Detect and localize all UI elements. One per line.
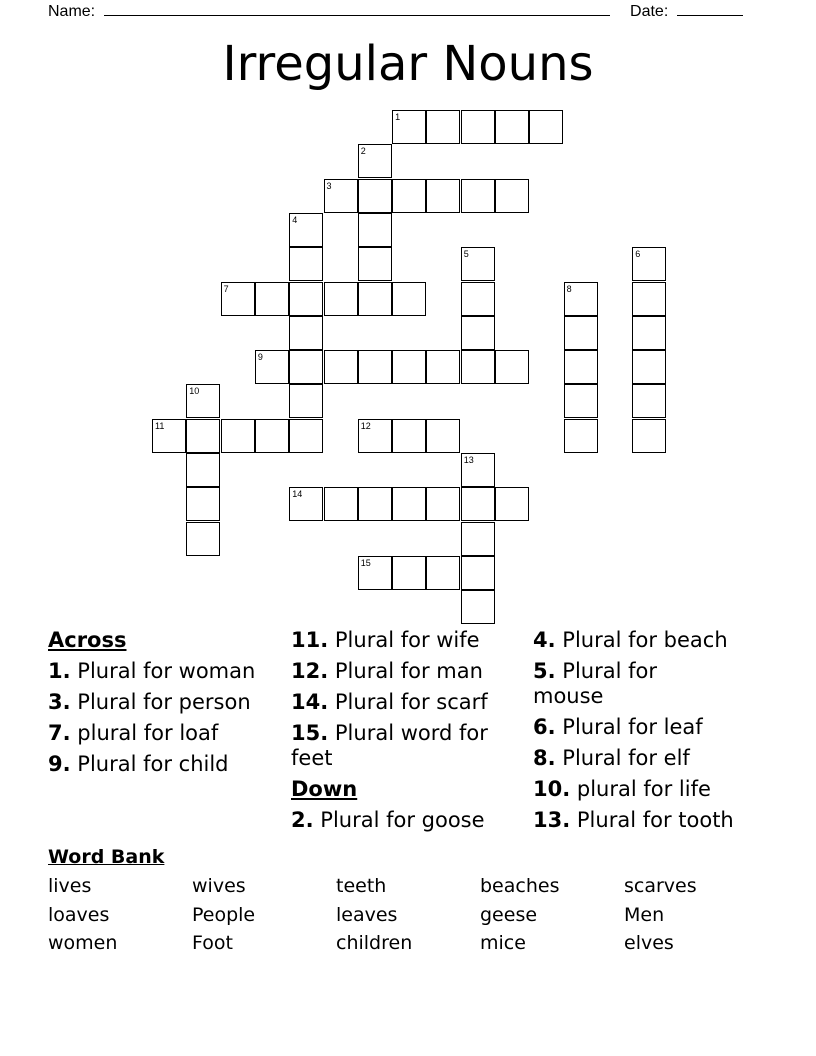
crossword-cell[interactable]	[289, 247, 323, 281]
crossword-cell[interactable]	[392, 110, 426, 144]
word-bank-word: leaves	[336, 903, 398, 926]
crossword-cell[interactable]	[461, 110, 495, 144]
word-bank-word: teeth	[336, 875, 387, 897]
clue-across-15: 15. Plural word for feet	[291, 721, 488, 770]
clue-number: 10	[189, 386, 200, 397]
crossword-cell[interactable]	[392, 556, 426, 590]
word-bank-word: women	[48, 932, 118, 954]
crossword-cell[interactable]	[632, 282, 666, 316]
clue-across-9: 9. Plural for child	[48, 752, 229, 776]
crossword-cell[interactable]	[632, 316, 666, 350]
word-bank-word: mice	[480, 932, 526, 954]
crossword-cell[interactable]	[392, 487, 426, 521]
clue-across-3: 3. Plural for person	[48, 690, 251, 714]
crossword-cell[interactable]	[358, 556, 392, 590]
date-label: Date:	[630, 3, 669, 20]
crossword-cell[interactable]	[632, 419, 666, 453]
word-bank-word: lives	[48, 875, 92, 897]
word-bank-row	[48, 929, 768, 958]
clues-column-1	[48, 628, 278, 783]
clue-across-11: 11. Plural for wife	[291, 628, 480, 652]
crossword-cell[interactable]	[461, 282, 495, 316]
crossword-cell[interactable]	[186, 384, 220, 418]
crossword-cell[interactable]	[495, 179, 529, 213]
crossword-cell[interactable]	[358, 350, 392, 384]
word-bank-word: People	[192, 903, 256, 926]
clue-number: 8	[566, 283, 572, 294]
crossword-cell[interactable]	[426, 556, 460, 590]
word-bank-row	[48, 872, 768, 901]
clue-number: 14	[292, 489, 303, 500]
clue-across-1: 1. Plural for woman	[48, 659, 256, 683]
word-bank-word: Men	[624, 903, 665, 926]
crossword-cell[interactable]	[461, 316, 495, 350]
crossword-cell[interactable]	[495, 350, 529, 384]
clue-down-8: 8. Plural for elf	[533, 746, 690, 770]
word-bank-word: wives	[192, 875, 246, 897]
crossword-cell[interactable]	[358, 144, 392, 178]
crossword-cell[interactable]	[461, 179, 495, 213]
crossword-cell[interactable]	[186, 522, 220, 556]
crossword-cell[interactable]	[255, 350, 289, 384]
crossword-cell[interactable]	[426, 110, 460, 144]
crossword-cell[interactable]	[255, 419, 289, 453]
clues-column-3	[533, 628, 773, 839]
crossword-cell[interactable]	[632, 384, 666, 418]
word-bank-word: loaves	[48, 903, 110, 926]
crossword-cell[interactable]	[461, 487, 495, 521]
crossword-cell[interactable]	[461, 453, 495, 487]
crossword-cell[interactable]	[495, 487, 529, 521]
crossword-cell[interactable]	[324, 179, 358, 213]
clue-number: 4	[292, 214, 298, 225]
clue-across-14: 14. Plural for scarf	[291, 690, 488, 714]
crossword-cell[interactable]	[392, 350, 426, 384]
crossword-cell[interactable]	[289, 350, 323, 384]
crossword-cell[interactable]	[289, 316, 323, 350]
crossword-cell[interactable]	[324, 487, 358, 521]
word-bank-row	[48, 901, 768, 930]
clue-down-6: 6. Plural for leaf	[533, 715, 703, 739]
crossword-cell[interactable]	[152, 419, 186, 453]
crossword-cell[interactable]	[392, 179, 426, 213]
crossword-cell[interactable]	[461, 590, 495, 624]
clue-down-4: 4. Plural for beach	[533, 628, 728, 652]
crossword-cell[interactable]	[632, 350, 666, 384]
clue-number: 11	[155, 420, 165, 431]
crossword-cell[interactable]	[461, 350, 495, 384]
crossword-cell[interactable]	[564, 282, 598, 316]
crossword-cell[interactable]	[426, 487, 460, 521]
clue-across-12: 12. Plural for man	[291, 659, 483, 683]
clue-number: 1	[395, 112, 401, 122]
down-heading: Down	[291, 777, 358, 801]
crossword-cell[interactable]	[186, 419, 220, 453]
crossword-cell[interactable]	[564, 419, 598, 453]
clue-down-13: 13. Plural for tooth	[533, 808, 734, 832]
crossword-cell[interactable]	[426, 350, 460, 384]
clue-number: 2	[360, 146, 366, 157]
clue-number: 9	[257, 352, 263, 363]
crossword-cell[interactable]	[461, 247, 495, 281]
crossword-cell[interactable]	[289, 419, 323, 453]
clue-number: 13	[463, 455, 474, 465]
crossword-cell[interactable]	[564, 384, 598, 418]
crossword-cell[interactable]	[461, 556, 495, 590]
crossword-cell[interactable]	[564, 350, 598, 384]
word-bank-word: children	[336, 932, 413, 954]
word-bank	[48, 872, 768, 958]
clue-number: 5	[463, 249, 469, 260]
crossword-cell[interactable]	[289, 282, 323, 316]
crossword-cell[interactable]	[392, 419, 426, 453]
clue-number: 12	[360, 420, 371, 431]
clue-down-2: 2. Plural for goose	[291, 808, 485, 832]
clues-column-2	[291, 628, 521, 839]
word-bank-word: beaches	[480, 875, 560, 897]
crossword-cell[interactable]	[186, 487, 220, 521]
clue-down-10: 10. plural for life	[533, 777, 711, 801]
crossword-cell[interactable]	[632, 247, 666, 281]
crossword-cell[interactable]	[289, 384, 323, 418]
crossword-cell[interactable]	[221, 419, 255, 453]
crossword-cell[interactable]	[358, 247, 392, 281]
crossword-cell[interactable]	[358, 487, 392, 521]
clue-across-7: 7. plural for loaf	[48, 721, 219, 745]
crossword-cell[interactable]	[289, 487, 323, 521]
crossword-cell[interactable]	[221, 282, 255, 316]
word-bank-word: geese	[480, 903, 538, 926]
crossword-cell[interactable]	[186, 453, 220, 487]
clue-number: 7	[223, 283, 229, 294]
crossword-cell[interactable]	[529, 110, 563, 144]
crossword-cell[interactable]	[461, 522, 495, 556]
crossword-cell[interactable]	[324, 282, 358, 316]
crossword-cell[interactable]	[358, 419, 392, 453]
word-bank-word: scarves	[624, 875, 697, 897]
clue-number: 3	[326, 180, 332, 191]
crossword-cell[interactable]	[495, 110, 529, 144]
crossword-cell[interactable]	[358, 282, 392, 316]
crossword-cell[interactable]	[358, 179, 392, 213]
word-bank-title: Word Bank	[48, 846, 165, 868]
name-label: Name:	[48, 3, 96, 20]
word-bank-word: Foot	[192, 932, 233, 954]
crossword-cell[interactable]	[324, 350, 358, 384]
page-title: Irregular Nouns	[222, 36, 594, 92]
crossword-cell[interactable]	[255, 282, 289, 316]
clue-down-5: 5. Plural for mouse	[533, 659, 657, 708]
word-bank-word: elves	[624, 932, 674, 954]
crossword-cell[interactable]	[392, 282, 426, 316]
crossword-cell[interactable]	[564, 316, 598, 350]
crossword-cell[interactable]	[426, 179, 460, 213]
clue-number: 6	[635, 249, 641, 260]
crossword-cell[interactable]	[289, 213, 323, 247]
crossword-cell[interactable]	[426, 419, 460, 453]
clue-number: 15	[360, 557, 371, 568]
crossword-cell[interactable]	[358, 213, 392, 247]
across-heading: Across	[48, 628, 127, 652]
